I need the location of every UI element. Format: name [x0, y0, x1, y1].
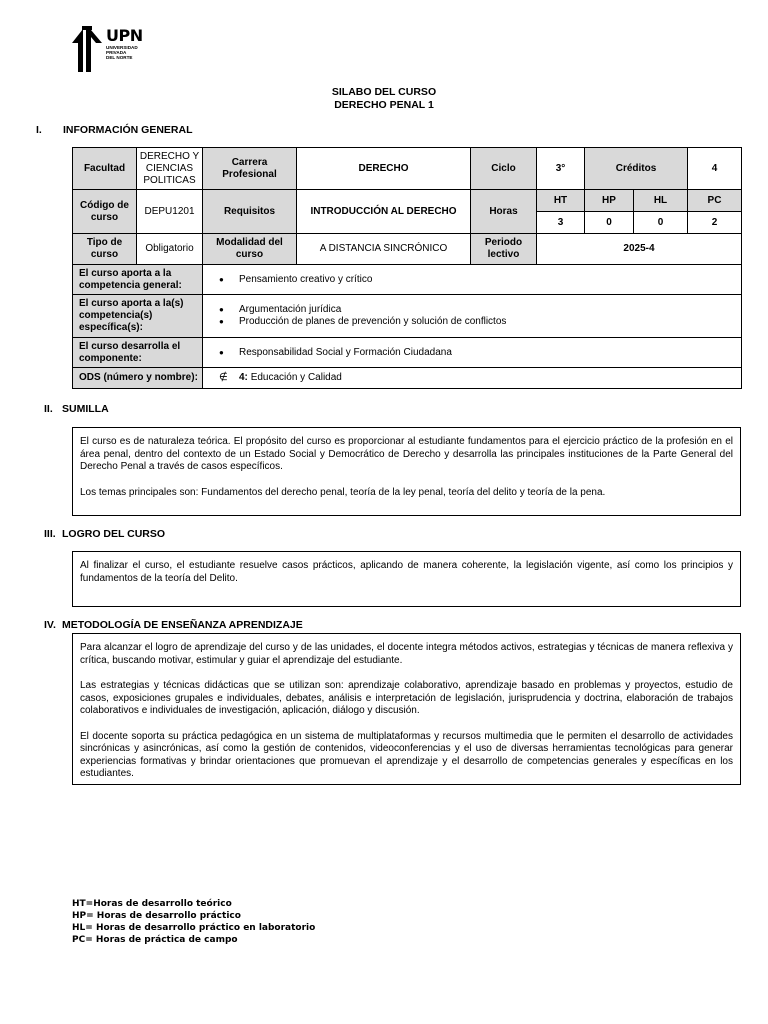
competencia-general-cell: [203, 265, 742, 295]
hours-value-hl: 0: [634, 212, 688, 234]
facultad-value: DERECHO Y CIENCIAS POLITICAS: [137, 148, 203, 190]
section-number: I.: [36, 124, 42, 136]
metodologia-box: [72, 633, 741, 785]
componente-label: El curso desarrolla el componente:: [73, 338, 203, 368]
logo-subtitle: UNIVERSIDAD PRIVADA DEL NORTE: [106, 45, 138, 61]
ods-symbol-icon: ∉: [219, 372, 228, 383]
title-line-1: SILABO DEL CURSO: [331, 86, 437, 98]
section-title: METODOLOGÍA DE ENSEÑANZA APRENDIZAJE: [62, 619, 303, 631]
sumilla-paragraph-1: El curso es de naturaleza teórica. El propósito del curso es proporcionar al estudiante fundamentos para el ejercicio práctico de la profesión en el área penal, dentro del contexto de un Estado Social y Democrático de Derecho y desarrolla las principales instituciones de la Parte General del Derecho Penal a través de casos específicos.: [80, 436, 733, 472]
componente-cell: [203, 338, 742, 368]
metodologia-paragraph-3: El docente soporta su práctica pedagógica en un sistema de multiplataformas y recursos multimedia que le permiten el desarrollo de actividades sincrónicas y asincrónicas, así como la gestión de contenidos, videoconferencias y el uso de diversas herramientas tecnológicas para generar experiencias formativas y brindar orientaciones que promuevan el aprendizaje y el desarrollo de competencias generales y específicas en los estudiantes.: [80, 730, 733, 779]
tipo-label: Tipo de curso: [73, 234, 137, 265]
modalidad-value: A DISTANCIA SINCRÓNICO: [297, 234, 471, 265]
competencia-especifica-cell: [203, 295, 742, 338]
hours-legend: [72, 898, 315, 946]
ods-cell: [203, 368, 742, 389]
section-title: SUMILLA: [62, 403, 109, 415]
carrera-label: Carrera Profesional: [203, 148, 297, 190]
competencia-especifica-label: El curso aporta a la(s) competencia(s) específica(s):: [73, 295, 203, 338]
competencia-general-label: El curso aporta a la competencia general:: [73, 265, 203, 295]
periodo-value: 2025-4: [537, 234, 742, 265]
hours-value-ht: 3: [537, 212, 585, 234]
codigo-value: DEPU1201: [137, 190, 203, 234]
ods-item: [205, 372, 739, 384]
hours-value-hp: 0: [585, 212, 634, 234]
modalidad-label: Modalidad del curso: [203, 234, 297, 265]
list-item: ● Responsabilidad Social y Formación Ciudadana: [219, 346, 452, 358]
periodo-label: Periodo lectivo: [471, 234, 537, 265]
section-title: LOGRO DEL CURSO: [62, 528, 166, 540]
hours-header-ht: HT: [537, 190, 585, 212]
list-item: ● Argumentación jurídica: [219, 304, 342, 315]
general-info-table: [72, 147, 742, 389]
metodologia-paragraph-2: Las estrategias y técnicas didácticas que se utilizan son: aprendizaje colaborativo, aprendizaje basado en problemas y proyectos, estudio de casos, exposiciones grupales e individuales, debates, análisis e interpretación de legislación, jurisprudencia y doctrina, elaboración de trabajos colaborativos e individuales de investigación, aplicación, diálogo y discusión.: [80, 680, 733, 716]
bullet-icon: ●: [219, 274, 224, 284]
requisitos-value: INTRODUCCIÓN AL DERECHO: [297, 190, 471, 234]
list-item: ● Producción de planes de prevención y solución de conflictos: [219, 316, 507, 327]
creditos-label: Créditos: [585, 148, 688, 190]
carrera-value: DERECHO: [297, 148, 471, 190]
requisitos-label: Requisitos: [203, 190, 297, 234]
upn-logo: [72, 26, 144, 72]
ciclo-value: 3°: [537, 148, 585, 190]
bullet-icon: ●: [219, 347, 224, 357]
bullet-icon: ●: [219, 317, 224, 326]
sumilla-box: [72, 427, 741, 516]
hours-header-pc: PC: [688, 190, 742, 212]
section-title: INFORMACIÓN GENERAL: [63, 124, 193, 136]
hours-value-pc: 2: [688, 212, 742, 234]
horas-label: Horas: [471, 190, 537, 234]
facultad-label: Facultad: [73, 148, 137, 190]
logo-brand: UPN: [106, 26, 143, 45]
codigo-label: Código de curso: [73, 190, 137, 234]
section-number: IV.: [44, 619, 56, 631]
bullet-icon: ●: [219, 305, 224, 314]
logro-paragraph: Al finalizar el curso, el estudiante resuelve casos prácticos, aplicando de manera coherente, la legislación vigente, así como los principios y fundamentos de la teoría del Delito.: [80, 560, 733, 584]
document-title: [0, 86, 768, 112]
title-line-2: DERECHO PENAL 1: [334, 99, 434, 111]
ciclo-label: Ciclo: [471, 148, 537, 190]
logro-box: [72, 551, 741, 607]
list-item: ● Pensamiento creativo y crítico: [219, 273, 373, 285]
ods-number: 4:: [239, 372, 248, 383]
tipo-value: Obligatorio: [137, 234, 203, 265]
ods-label: ODS (número y nombre):: [73, 368, 203, 389]
upn-arrow-icon: [72, 26, 104, 72]
ods-name: Educación y Calidad: [250, 372, 342, 383]
metodologia-paragraph-1: Para alcanzar el logro de aprendizaje del curso y de las unidades, el docente integra métodos activos, estrategias y técnicas de manera reflexiva y crítica, buscando motivar, estimular y guiar el aprendizaje del estudiante.: [80, 642, 733, 666]
legend-pc: PC= Horas de práctica de campo: [72, 935, 238, 945]
section-number: III.: [44, 528, 56, 540]
sumilla-paragraph-2: Los temas principales son: Fundamentos del derecho penal, teoría de la ley penal, teoría del delito y teoría de la pena.: [80, 486, 606, 498]
section-number: II.: [44, 403, 53, 415]
legend-hp: HP= Horas de desarrollo práctico: [72, 911, 241, 921]
hours-header-hp: HP: [585, 190, 634, 212]
legend-ht: HT=Horas de desarrollo teórico: [72, 899, 232, 909]
legend-hl: HL= Horas de desarrollo práctico en laboratorio: [72, 923, 316, 933]
hours-header-hl: HL: [634, 190, 688, 212]
creditos-value: 4: [688, 148, 742, 190]
